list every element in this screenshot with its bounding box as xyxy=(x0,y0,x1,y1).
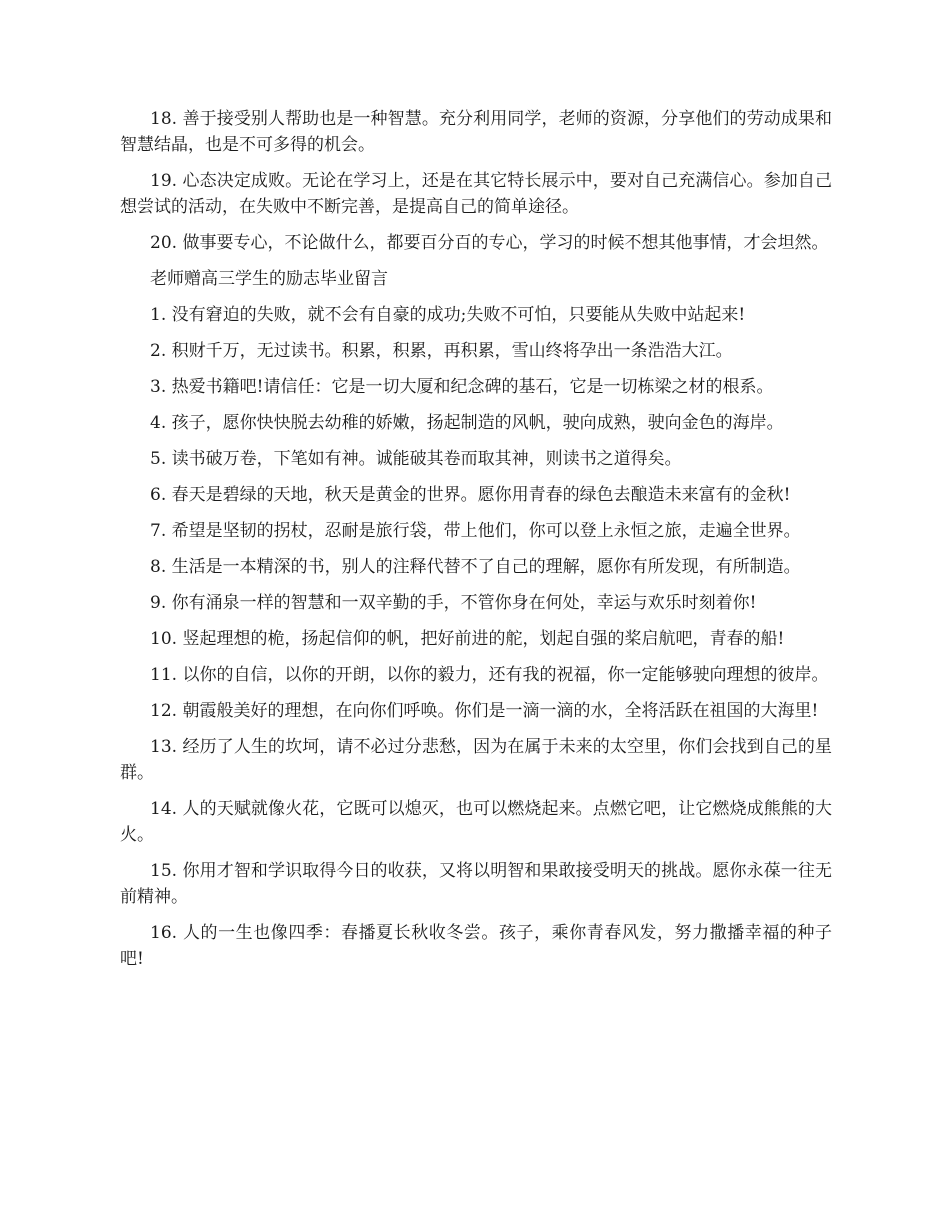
list-item: 5. 读书破万卷，下笔如有神。诚能破其卷而取其神，则读书之道得矣。 xyxy=(150,449,682,469)
list-item: 1. 没有窘迫的失败，就不会有自豪的成功;失败不可怕，只要能从失败中站起来! xyxy=(150,305,746,325)
list-item: 11. 以你的自信，以你的开朗，以你的毅力，还有我的祝福，你一定能够驶向理想的彼岸。 xyxy=(150,665,829,685)
document-body xyxy=(120,106,832,982)
list-item: 10. 竖起理想的桅，扬起信仰的帆，把好前进的舵，划起自强的桨启航吧，青春的船! xyxy=(150,629,785,649)
list-item: 4. 孩子，愿你快快脱去幼稚的娇嫩，扬起制造的风帆，驶向成熟，驶向金色的海岸。 xyxy=(150,413,784,433)
list-item: 14. 人的天赋就像火花，它既可以熄灭，也可以燃烧起来。点燃它吧，让它燃烧成熊熊的大火。 xyxy=(120,799,832,845)
list-item: 13. 经历了人生的坎坷，请不必过分悲愁，因为在属于未来的太空里，你们会找到自己的星群。 xyxy=(120,737,832,783)
list-item: 6. 春天是碧绿的天地，秋天是黄金的世界。愿你用青春的绿色去酿造未来富有的金秋! xyxy=(150,485,791,505)
paragraph-18: 18. 善于接受别人帮助也是一种智慧。充分利用同学，老师的资源，分享他们的劳动成果和智慧结晶，也是不可多得的机会。 xyxy=(120,109,832,155)
paragraph-20: 20. 做事要专心，不论做什么，都要百分百的专心，学习的时候不想其他事情，才会坦然。 xyxy=(150,233,829,253)
list-item: 15. 你用才智和学识取得今日的收获，又将以明智和果敢接受明天的挑战。愿你永葆一往无前精神。 xyxy=(120,861,832,907)
list-item: 2. 积财千万，无过读书。积累，积累，再积累，雪山终将孕出一条浩浩大江。 xyxy=(150,341,733,361)
list-item: 16. 人的一生也像四季：春播夏长秋收冬尝。孩子，乘你青春风发，努力撒播幸福的种子吧! xyxy=(120,923,832,969)
section-heading: 老师赠高三学生的励志毕业留言 xyxy=(150,269,388,289)
list-item: 9. 你有涌泉一样的智慧和一双辛勤的手，不管你身在何处，幸运与欢乐时刻着你! xyxy=(150,593,757,613)
list-item: 7. 希望是坚韧的拐杖，忍耐是旅行袋，带上他们，你可以登上永恒之旅，走遍全世界。 xyxy=(150,521,801,541)
list-item: 12. 朝霞般美好的理想，在向你们呼唤。你们是一滴一滴的水，全将活跃在祖国的大海里! xyxy=(150,701,819,721)
paragraph-19: 19. 心态决定成败。无论在学习上，还是在其它特长展示中，要对自己充满信心。参加自己想尝试的活动，在失败中不断完善，是提高自己的简单途径。 xyxy=(120,171,832,217)
list-item: 8. 生活是一本精深的书，别人的注释代替不了自己的理解，愿你有所发现，有所制造。 xyxy=(150,557,801,577)
list-item: 3. 热爱书籍吧!请信任：它是一切大厦和纪念碑的基石，它是一切栋梁之材的根系。 xyxy=(150,377,774,397)
